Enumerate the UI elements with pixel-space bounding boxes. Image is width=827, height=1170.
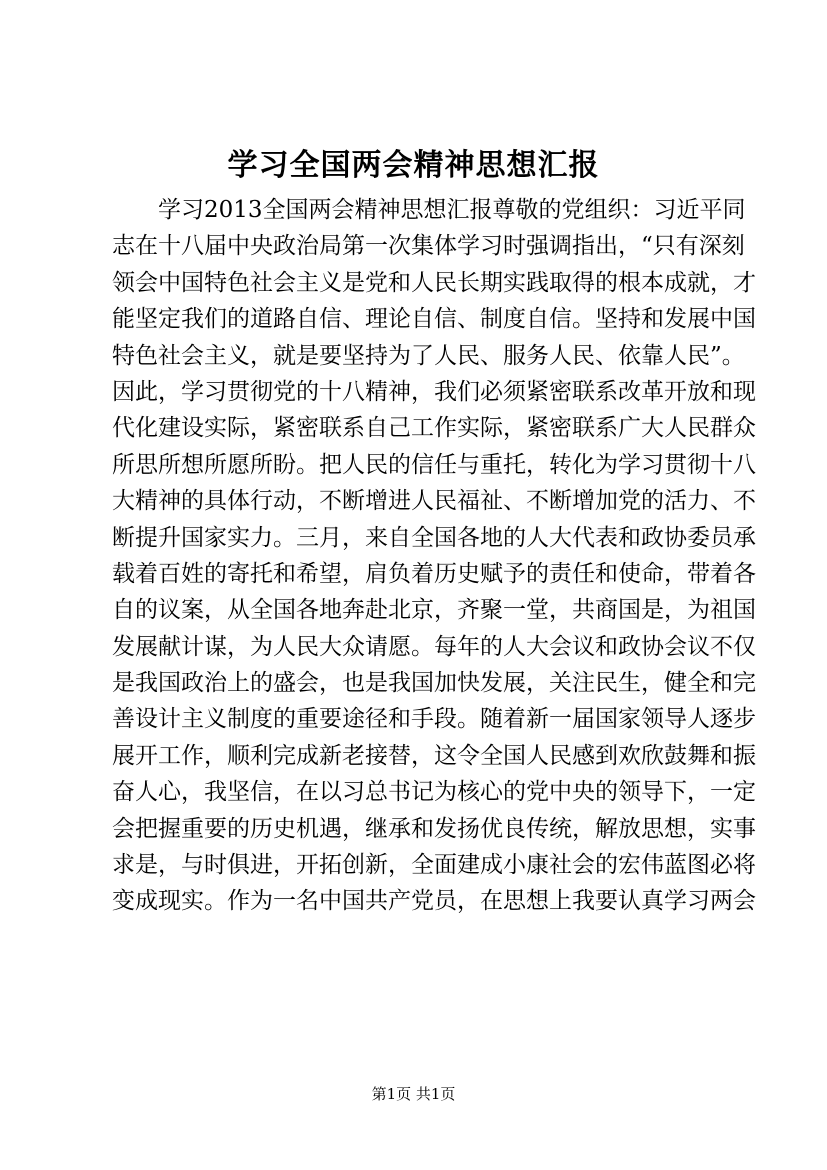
page-title: 学习全国两会精神思想汇报	[227, 148, 600, 183]
page-footer: 第1页 共1页	[371, 1085, 456, 1103]
text-line: 会把握重要的历史机遇，继承和发扬优良传统，解放思想，实事	[112, 815, 756, 842]
text-line: 断提升国家实力。三月，来自全国各地的人大代表和政协委员承	[112, 524, 756, 551]
text-line: 发展献计谋，为人民大众请愿。每年的人大会议和政协会议不仅	[112, 633, 756, 660]
text-line: 能坚定我们的道路自信、理论自信、制度自信。坚持和发展中国	[112, 306, 756, 333]
text-line: 代化建设实际，紧密联系自己工作实际，紧密联系广大人民群众	[112, 415, 756, 442]
text-line: 学习2013全国两会精神思想汇报尊敬的党组织：习近平同	[158, 197, 746, 223]
text-line: 是我国政治上的盛会，也是我国加快发展，关注民生，健全和完	[112, 670, 756, 697]
text-line: 奋人心，我坚信，在以习总书记为核心的党中央的领导下，一定	[112, 779, 756, 806]
text-line: 求是，与时俱进，开拓创新，全面建成小康社会的宏伟蓝图必将	[112, 852, 756, 879]
body-paragraph	[112, 192, 756, 920]
text-line: 因此，学习贯彻党的十八精神，我们必须紧密联系改革开放和现	[112, 378, 756, 405]
text-line: 善设计主义制度的重要途径和手段。随着新一届国家领导人逐步	[112, 706, 756, 733]
text-line: 变成现实。作为一名中国共产党员，在思想上我要认真学习两会	[112, 888, 756, 915]
text-line: 志在十八届中央政治局第一次集体学习时强调指出，“只有深刻	[112, 233, 745, 260]
text-line: 展开工作，顺利完成新老接替，这令全国人民感到欢欣鼓舞和振	[112, 742, 756, 769]
text-line: 所思所想所愿所盼。把人民的信任与重托，转化为学习贯彻十八	[112, 451, 756, 478]
text-line: 领会中国特色社会主义是党和人民长期实践取得的根本成就，才	[112, 269, 756, 296]
text-line: 自的议案，从全国各地奔赴北京，齐聚一堂，共商国是，为祖国	[112, 597, 756, 624]
text-line: 大精神的具体行动，不断增进人民福祉、不断增加党的活力、不	[112, 488, 756, 515]
text-line: 载着百姓的寄托和希望，肩负着历史赋予的责任和使命，带着各	[112, 560, 756, 587]
text-line: 特色社会主义，就是要坚持为了人民、服务人民、依靠人民”。	[112, 342, 745, 369]
